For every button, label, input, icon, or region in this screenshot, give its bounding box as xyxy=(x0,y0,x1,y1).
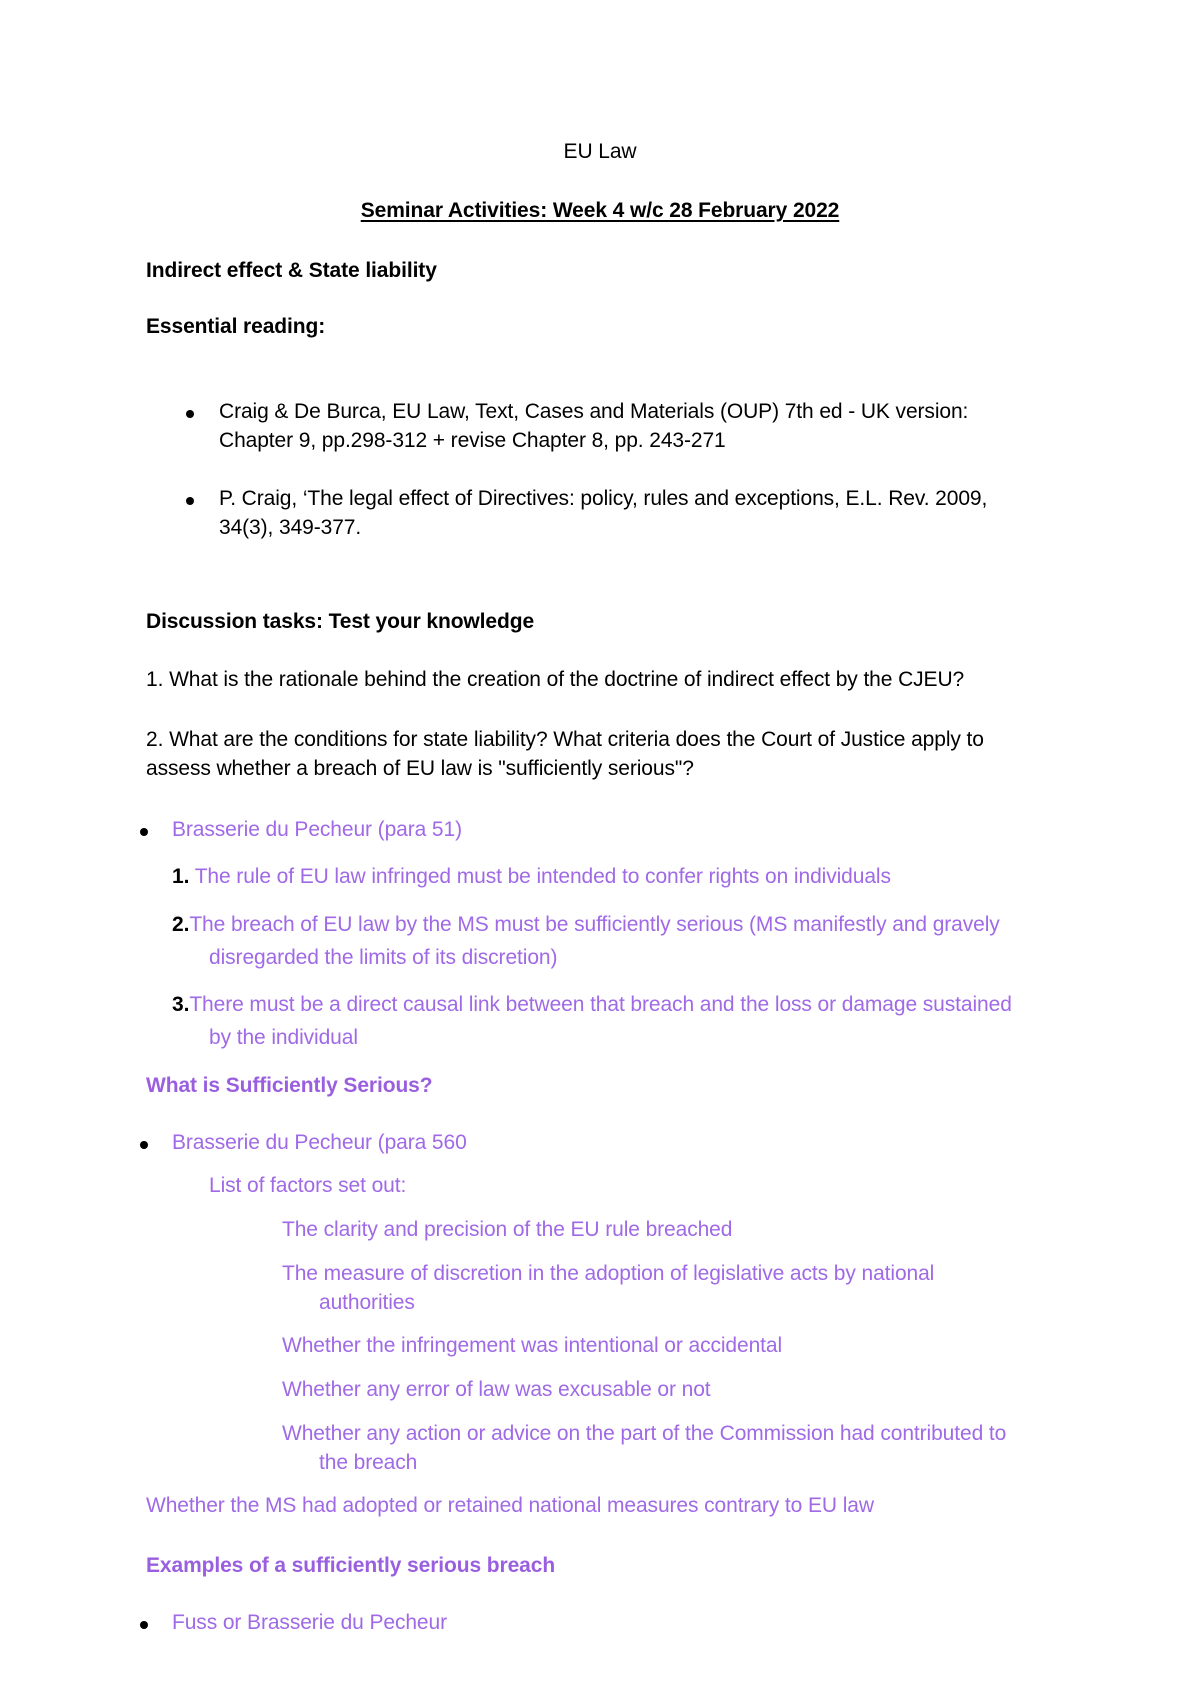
factors-intro: List of factors set out: xyxy=(209,1174,407,1197)
reading-bullet-1 xyxy=(186,410,194,418)
factor-2-line-2: authorities xyxy=(319,1291,415,1314)
case-2-citation: Brasserie du Pecheur (para 560 xyxy=(172,1131,467,1154)
condition-3-line-2: by the individual xyxy=(209,1026,358,1049)
reading-bullet-2 xyxy=(186,497,194,505)
question-1-number: 1. xyxy=(146,668,164,691)
document-title: EU Law xyxy=(563,140,637,163)
case-3-bullet xyxy=(140,1621,148,1629)
examples-heading: Examples of a sufficiently serious breach xyxy=(146,1554,556,1577)
reading-1-line-2: Chapter 9, pp.298-312 + revise Chapter 8, pp. 243-271 xyxy=(219,429,726,452)
question-1-text: What is the rationale behind the creation of the doctrine of indirect effect by the CJEU? xyxy=(169,668,965,691)
case-2-bullet xyxy=(140,1141,148,1149)
factor-5-line-2: the breach xyxy=(319,1451,418,1474)
condition-2-line-1 xyxy=(172,910,1000,939)
condition-2-line-2: disregarded the limits of its discretion) xyxy=(209,946,558,969)
question-2-line-1 xyxy=(146,725,984,754)
condition-2-text: The breach of EU law by the MS must be sufficiently serious (MS manifestly and gravely xyxy=(189,913,1000,936)
condition-3-line-1 xyxy=(172,990,1012,1019)
factor-1: The clarity and precision of the EU rule breached xyxy=(282,1218,733,1241)
factor-2-line-1: The measure of discretion in the adoption of legislative acts by national xyxy=(282,1262,935,1285)
reading-heading: Essential reading: xyxy=(146,315,326,338)
topic-heading: Indirect effect & State liability xyxy=(146,259,437,282)
condition-1 xyxy=(172,862,891,891)
reading-2-line-2: 34(3), 349-377. xyxy=(219,516,362,539)
seminar-subtitle: Seminar Activities: Week 4 w/c 28 February 2022 xyxy=(360,199,840,222)
reading-2-line-1: P. Craig, ‘The legal effect of Directives: policy, rules and exceptions, E.L. Rev. 2009, xyxy=(219,487,988,510)
reading-1-line-1: Craig & De Burca, EU Law, Text, Cases and Materials (OUP) 7th ed - UK version: xyxy=(219,400,969,423)
condition-2-number: 2. xyxy=(172,913,190,936)
case-1-bullet xyxy=(140,828,148,836)
condition-3-number: 3. xyxy=(172,993,190,1016)
factor-3: Whether the infringement was intentional or accidental xyxy=(282,1334,783,1357)
factor-4: Whether any error of law was excusable or not xyxy=(282,1378,711,1401)
question-2-text: What are the conditions for state liability? What criteria does the Court of Justice apply to xyxy=(169,728,984,751)
sufficiently-serious-heading: What is Sufficiently Serious? xyxy=(146,1074,433,1097)
discussion-heading: Discussion tasks: Test your knowledge xyxy=(146,610,535,633)
question-2-number: 2. xyxy=(146,728,164,751)
factor-5-line-1: Whether any action or advice on the part of the Commission had contributed to xyxy=(282,1422,1007,1445)
case-1-citation: Brasserie du Pecheur (para 51) xyxy=(172,818,462,841)
condition-1-number: 1. xyxy=(172,865,190,888)
final-factor: Whether the MS had adopted or retained national measures contrary to EU law xyxy=(146,1494,874,1517)
question-1 xyxy=(146,665,964,694)
condition-3-text: There must be a direct causal link between that breach and the loss or damage sustained xyxy=(189,993,1012,1016)
case-3-citation: Fuss or Brasserie du Pecheur xyxy=(172,1611,447,1634)
question-2-line-2: assess whether a breach of EU law is "sufficiently serious"? xyxy=(146,757,694,780)
condition-1-text: The rule of EU law infringed must be intended to confer rights on individuals xyxy=(194,865,891,888)
